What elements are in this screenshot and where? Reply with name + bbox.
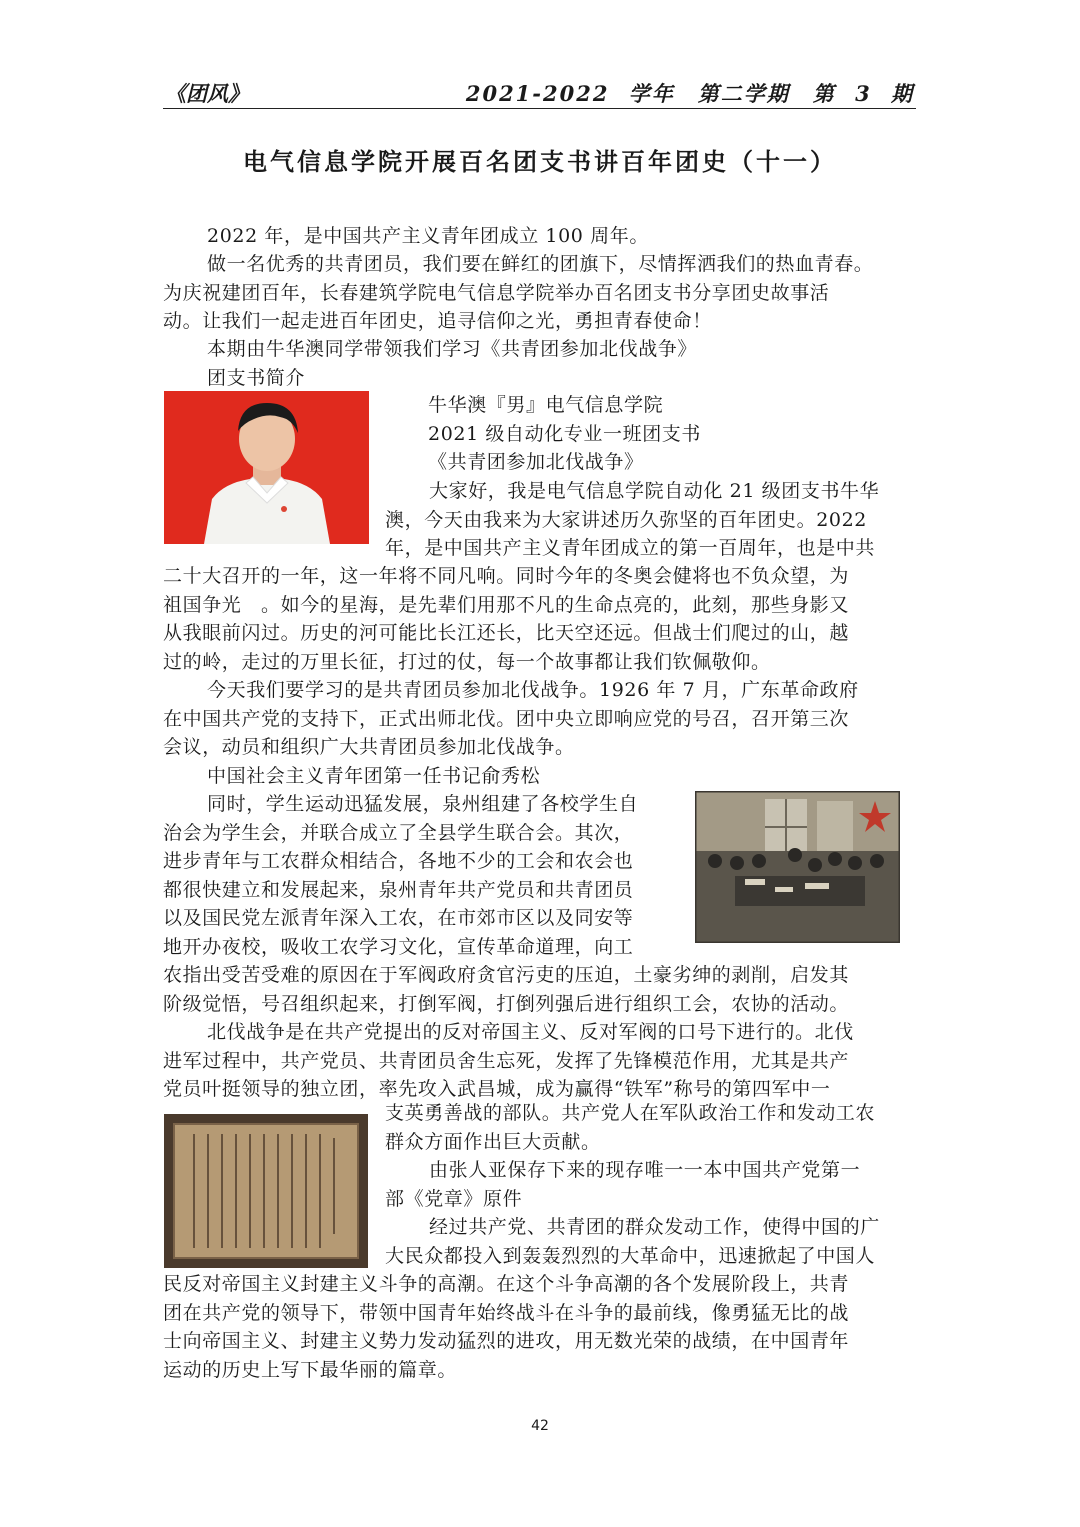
body-paragraph-1-bottom: 二十大召开的一年，这一年将不同凡响。同时今年的冬奥会健将也不负众望，为 祖国争光 。如今的星海，是先辈们用那不凡的生命点亮的，此刻，那些身影又 从我眼前闪过。历史的河可能比长江还长，比天空还远。但战士们爬过的山，越 过的岭，走过的万里长征，打过的仗，每一个故事都让我们钦佩敬仰。 — [163, 565, 850, 673]
journal-name: 《团风》 — [165, 81, 249, 106]
profile-info — [428, 391, 701, 477]
portrait-photo — [164, 391, 369, 544]
body-paragraph-4: 同时，学生运动迅猛发展，泉州组建了各校学生自 治会为学生会，并联合成立了全县学生联合会。其次， 进步青年与工农群众相结合，各地不少的工会和农会也 都很快建立和发展起来，泉州青年共产党员和共青团员 以及国民党左派青年深入工农，在市郊市区以及同安等 地开办夜校，吸收工农学习文化，宣传革命道理，向工 农指出受苦受难的原因在于军阀政府贪官污吏的压迫，土豪劣绅的剥削，启发其 阶级觉悟，号召组织起来，打倒军阀，打倒列强后进行组织工会，农协的活动。 — [163, 793, 850, 1015]
body-paragraph-3: 中国社会主义青年团第一任书记俞秀松 — [207, 765, 541, 787]
body-paragraph-7-top: 经过共产党、共青团的群众发动工作，使得中国的广 大民众都投入到轰轰烈烈的大革命中，迅速掀起了中国人 — [385, 1216, 880, 1267]
party-charter-document-photo — [164, 1114, 368, 1268]
body-paragraph-5-bottom: 支英勇善战的部队。共产党人在军队政治工作和发动工农 群众方面作出巨大贡献。 — [385, 1102, 876, 1153]
issue-info: 2021-2022 学年 第二学期 第 3 期 — [465, 81, 914, 106]
intro-paragraph-2: 做一名优秀的共青团员，我们要在鲜红的团旗下，尽情挥洒我们的热血青春。 为庆祝建团百年，长春建筑学院电气信息学院举办百名团支书分享团史故事活 动。让我们一起走进百年团史，追寻信仰之光，勇担青春使命！ — [163, 253, 874, 332]
profile-topic: 《共青团参加北伐战争》 — [428, 451, 644, 473]
body-paragraph-5-top: 北伐战争是在共产党提出的反对帝国主义、反对军阀的口号下进行的。北伐 进军过程中，共产党员、共青团员舍生忘死，发挥了先锋模范作用，尤其是共产 党员叶挺领导的独立团，率先攻入武昌城，成为赢得“铁军”称号的第四军中一 — [163, 1021, 854, 1100]
body-paragraph-2: 今天我们要学习的是共青团员参加北伐战争。1926 年 7 月，广东革命政府 在中国共产党的支持下，正式出师北伐。团中央立即响应党的号召，召开第三次 会议，动员和组织广大共青团员参加北伐战争。 — [163, 679, 859, 758]
intro-paragraph-3: 本期由牛华澳同学带领我们学习《共青团参加北伐战争》 团支书简介 — [207, 338, 698, 389]
profile-class: 2021 级自动化专业一班团支书 — [428, 422, 701, 445]
page-header — [163, 76, 916, 109]
intro-paragraph-1: 2022 年，是中国共产主义青年团成立 100 周年。 — [207, 225, 649, 247]
image-caption-party-charter: 由张人亚保存下来的现存唯一一本中国共产党第一 部《党章》原件 — [385, 1159, 861, 1210]
body-paragraph-7-bottom: 民反对帝国主义封建主义斗争的高潮。在这个斗争高潮的各个发展阶段上，共青 团在共产党的领导下，带领中国青年始终战斗在斗争的最前线，像勇猛无比的战 士向帝国主义、封建主义势力发动猛烈的进攻，用无数光荣的战绩，在中国青年 运动的历史上写下最华丽的篇章。 — [163, 1273, 850, 1381]
article-title: 电气信息学院开展百名团支书讲百年团史（十一） — [243, 147, 837, 176]
page-number: 42 — [531, 1418, 549, 1434]
profile-name: 牛华澳『男』电气信息学院 — [428, 394, 664, 416]
body-paragraph-1-top: 大家好，我是电气信息学院自动化 21 级团支书牛华 澳，今天由我来为大家讲述历久弥坚的百年团史。2022 年，是中国共产主义青年团成立的第一百周年，也是中共 — [385, 480, 880, 559]
